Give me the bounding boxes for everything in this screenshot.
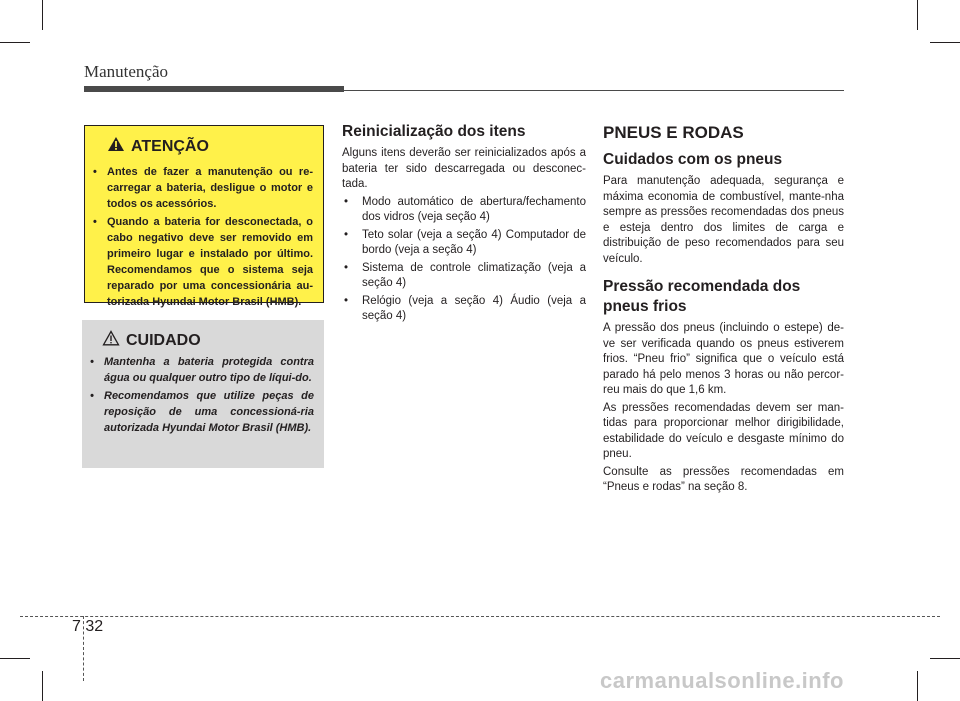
tire-care-text: Para manutenção adequada, segurança e máxima economia de combustível, mante-nha sempre as pressões recomendadas dos pneus e esteja dentro dos limites de carga e distribuição de peso recomendados para seu veículo.: [603, 175, 844, 265]
tire-pressure-paragraph: As pressões recomendadas devem ser man-tidas para proporcionar melhor dirigibilidade, estabilidade do veículo e desgaste mínimo do pneu.: [603, 401, 844, 460]
list-item: • Sistema de controle climatização (veja a seção 4): [344, 261, 586, 289]
reset-list: [342, 195, 586, 325]
list-item: • Relógio (veja a seção 4) Áudio (veja a seção 4): [344, 294, 586, 322]
header-rule: [84, 86, 344, 92]
caution-item: • Mantenha a bateria protegida contra água ou qualquer outro tipo de líqui-do.: [90, 356, 314, 384]
warning-item: • Antes de fazer a manutenção ou re-carregar a bateria, desligue o motor e todos os acessórios.: [93, 166, 313, 210]
warning-title: [107, 136, 209, 157]
crop-mark: [0, 658, 30, 659]
tires-heading: PNEUS E RODAS: [603, 123, 744, 142]
warning-triangle-icon: [107, 136, 125, 157]
warning-title-text: ATENÇÃO: [131, 137, 209, 155]
crop-mark: [42, 671, 43, 701]
crop-mark: [0, 42, 30, 43]
caution-list: [88, 354, 314, 438]
crop-mark: [930, 658, 960, 659]
reset-heading: Reinicialização dos itens: [342, 123, 526, 140]
page-header-title: Manutenção: [84, 62, 169, 81]
warning-item: • Quando a bateria for desconectada, o cabo negativo deve ser removido em primeiro lugar e instalado por último. Recomendamos que o sistema seja reparado por uma concessionária au-torizada Hyundai Motor Brasil (HMB).: [93, 216, 313, 308]
reset-intro: Alguns itens deverão ser reinicializados após a bateria ter sido descarregada ou desconec-tada.: [342, 147, 586, 190]
list-item: • Teto solar (veja a seção 4) Computador de bordo (veja a seção 4): [344, 228, 586, 256]
crop-mark: [917, 671, 918, 701]
caution-triangle-icon: [102, 330, 120, 351]
header-rule: [344, 90, 844, 91]
caution-box: [82, 320, 324, 468]
warning-list: [91, 164, 313, 312]
tire-care-heading: Cuidados com os pneus: [603, 151, 783, 168]
footer-rule: [20, 616, 940, 617]
caution-title: [102, 330, 201, 351]
tire-pressure-paragraph: Consulte as pressões recomendadas em “Pneus e rodas” na seção 8.: [603, 465, 844, 493]
list-item: • Modo automático de abertura/fechamento dos vidros (veja seção 4): [344, 195, 586, 223]
reset-section: [342, 122, 586, 327]
caution-item: • Recomendamos que utilize peças de reposição de uma concessioná-ria autorizada Hyundai Motor Brasil (HMB).: [90, 390, 314, 434]
tire-pressure-heading: Pressão recomendada dos pneus frios: [603, 278, 801, 315]
caution-title-text: CUIDADO: [126, 331, 201, 349]
crop-mark: [917, 0, 918, 30]
crop-mark: [42, 0, 43, 30]
page-number: 7 32: [72, 618, 104, 635]
watermark: carmanualsonline.info: [600, 668, 844, 693]
crop-mark: [930, 42, 960, 43]
warning-box: [84, 125, 324, 308]
tires-section: [603, 122, 844, 498]
tire-pressure-paragraph: A pressão dos pneus (incluindo o estepe) de-ve ser verificada quando os pneus estiverem frios. “Pneu frio” significa que o veículo está parado há pelo menos 3 horas ou não percor-reu mais do que 1,6 km.: [603, 322, 844, 396]
